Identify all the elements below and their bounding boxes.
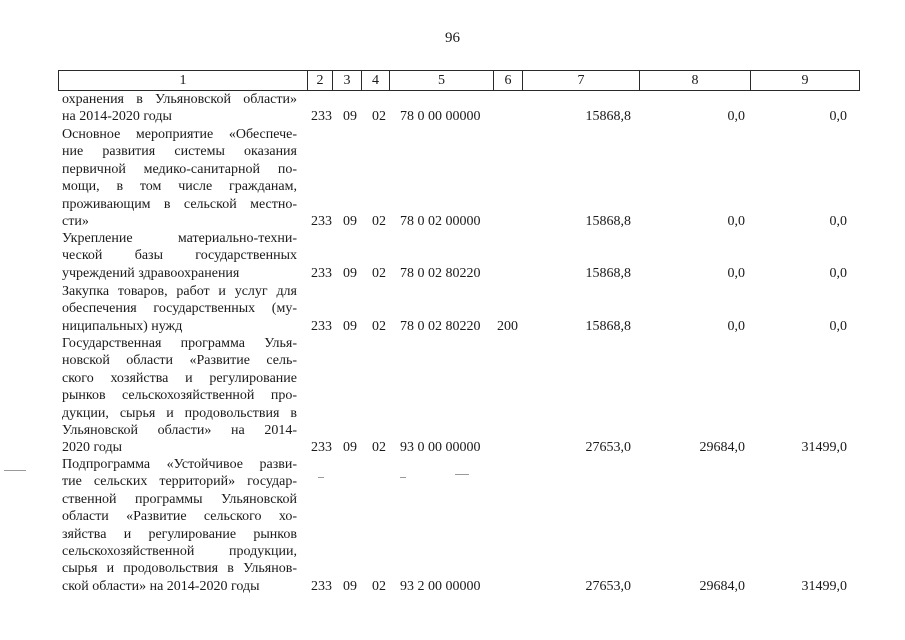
row-description — [62, 456, 297, 595]
description-line: сельскохозяйственной продукции, — [62, 544, 297, 560]
code-section: 09 — [343, 265, 357, 281]
row-description — [62, 230, 297, 282]
description-line: охранения в Ульяновской области» — [62, 92, 297, 107]
header-cell-9: 9 — [751, 71, 860, 91]
amount-2019: 27653,0 — [585, 578, 631, 594]
code-subsection: 02 — [372, 214, 386, 229]
code-section: 09 — [343, 109, 357, 125]
description-line: ческой базы государственных — [62, 248, 297, 264]
amount-2021: 0,0 — [829, 265, 847, 281]
description-line: Подпрограмма «Устойчивое разви- — [62, 457, 297, 472]
description-line: Закупка товаров, работ и услуг для — [62, 284, 297, 299]
code-target: 93 0 00 00000 — [400, 440, 481, 456]
amount-2021: 0,0 — [829, 109, 847, 125]
description-line: ского хозяйства и регулирование — [62, 370, 297, 386]
row-description — [62, 126, 297, 230]
code-subsection: 02 — [372, 265, 386, 281]
description-line: рынков сельскохозяйственной про- — [62, 388, 297, 404]
amount-2019: 15868,8 — [585, 318, 631, 334]
description-line: 2020 годы — [62, 440, 123, 456]
description-line: зяйства и регулирование рынков — [62, 526, 297, 542]
code-target: 78 0 02 80220 — [400, 265, 481, 281]
amount-2019: 15868,8 — [585, 109, 631, 125]
description-line: новской области «Развитие сель- — [62, 353, 297, 369]
code-subsection: 02 — [372, 578, 386, 594]
code-admin: 233 — [311, 578, 332, 594]
amount-2021: 31499,0 — [801, 440, 847, 456]
amount-2021: 0,0 — [829, 318, 847, 334]
header-cell-6: 6 — [494, 71, 523, 91]
amount-2020: 0,0 — [727, 214, 745, 229]
scan-mark — [455, 474, 469, 475]
amount-2020: 29684,0 — [699, 578, 745, 594]
description-line: сырья и продовольствия в Ульянов- — [62, 561, 297, 577]
amount-2019: 15868,8 — [585, 265, 631, 281]
code-section: 09 — [343, 440, 357, 456]
header-cell-8: 8 — [640, 71, 751, 91]
description-line: Укрепление материально-техни- — [62, 231, 297, 246]
header-cell-7: 7 — [523, 71, 640, 91]
description-line: учреждений здравоохранения — [62, 265, 240, 281]
code-section: 09 — [343, 318, 357, 334]
code-section: 09 — [343, 214, 357, 229]
amount-2019: 27653,0 — [585, 440, 631, 456]
description-line: Основное мероприятие «Обеспече- — [62, 127, 297, 142]
description-line: области «Развитие сельского хо- — [62, 509, 297, 525]
header-cell-3: 3 — [333, 71, 362, 91]
amount-2021: 31499,0 — [801, 578, 847, 594]
amount-2021: 0,0 — [829, 214, 847, 229]
description-line: ниципальных) нужд — [62, 318, 183, 334]
amount-2020: 0,0 — [727, 109, 745, 125]
code-subsection: 02 — [372, 318, 386, 334]
row-description — [62, 335, 297, 457]
page-number: 96 — [445, 30, 460, 46]
code-admin: 233 — [311, 318, 332, 334]
description-line: дукции, сырья и продовольствия в — [62, 405, 297, 421]
header-cell-2: 2 — [308, 71, 333, 91]
description-line: мощи, в том числе гражданам, — [62, 179, 297, 195]
description-line: обеспечения государственных (му- — [62, 301, 297, 317]
description-line: Государственная программа Улья- — [62, 336, 297, 351]
amount-2019: 15868,8 — [585, 214, 631, 229]
code-expense-type: 200 — [497, 318, 518, 334]
description-line: Ульяновской области» на 2014- — [62, 423, 297, 439]
code-target: 78 0 00 00000 — [400, 109, 481, 125]
column-header-row — [58, 70, 860, 91]
scan-mark — [318, 477, 324, 478]
description-line: тие сельских территорий» государ- — [62, 474, 297, 490]
amount-2020: 29684,0 — [699, 440, 745, 456]
scan-mark — [4, 470, 26, 471]
description-line: ние развития системы оказания — [62, 144, 297, 160]
description-line: на 2014-2020 годы — [62, 109, 172, 125]
code-admin: 233 — [311, 265, 332, 281]
code-subsection: 02 — [372, 440, 386, 456]
code-admin: 233 — [311, 440, 332, 456]
code-admin: 233 — [311, 109, 332, 125]
scan-mark — [400, 477, 406, 478]
amount-2020: 0,0 — [727, 265, 745, 281]
header-cell-4: 4 — [362, 71, 390, 91]
code-target: 78 0 02 80220 — [400, 318, 481, 334]
code-target: 78 0 02 00000 — [400, 214, 481, 229]
description-line: сти» — [62, 214, 89, 230]
code-target: 93 2 00 00000 — [400, 578, 481, 594]
row-description — [62, 91, 297, 126]
code-admin: 233 — [311, 214, 332, 229]
amount-2020: 0,0 — [727, 318, 745, 334]
description-line: ской области» на 2014-2020 годы — [62, 578, 260, 594]
code-subsection: 02 — [372, 109, 386, 125]
header-cell-5: 5 — [390, 71, 494, 91]
description-line: проживающим в сельской местно- — [62, 196, 297, 212]
code-section: 09 — [343, 578, 357, 594]
description-line: ственной программы Ульяновской — [62, 491, 297, 507]
row-description — [62, 283, 297, 335]
header-cell-1: 1 — [59, 71, 308, 91]
description-line: первичной медико-санитарной по- — [62, 161, 297, 177]
